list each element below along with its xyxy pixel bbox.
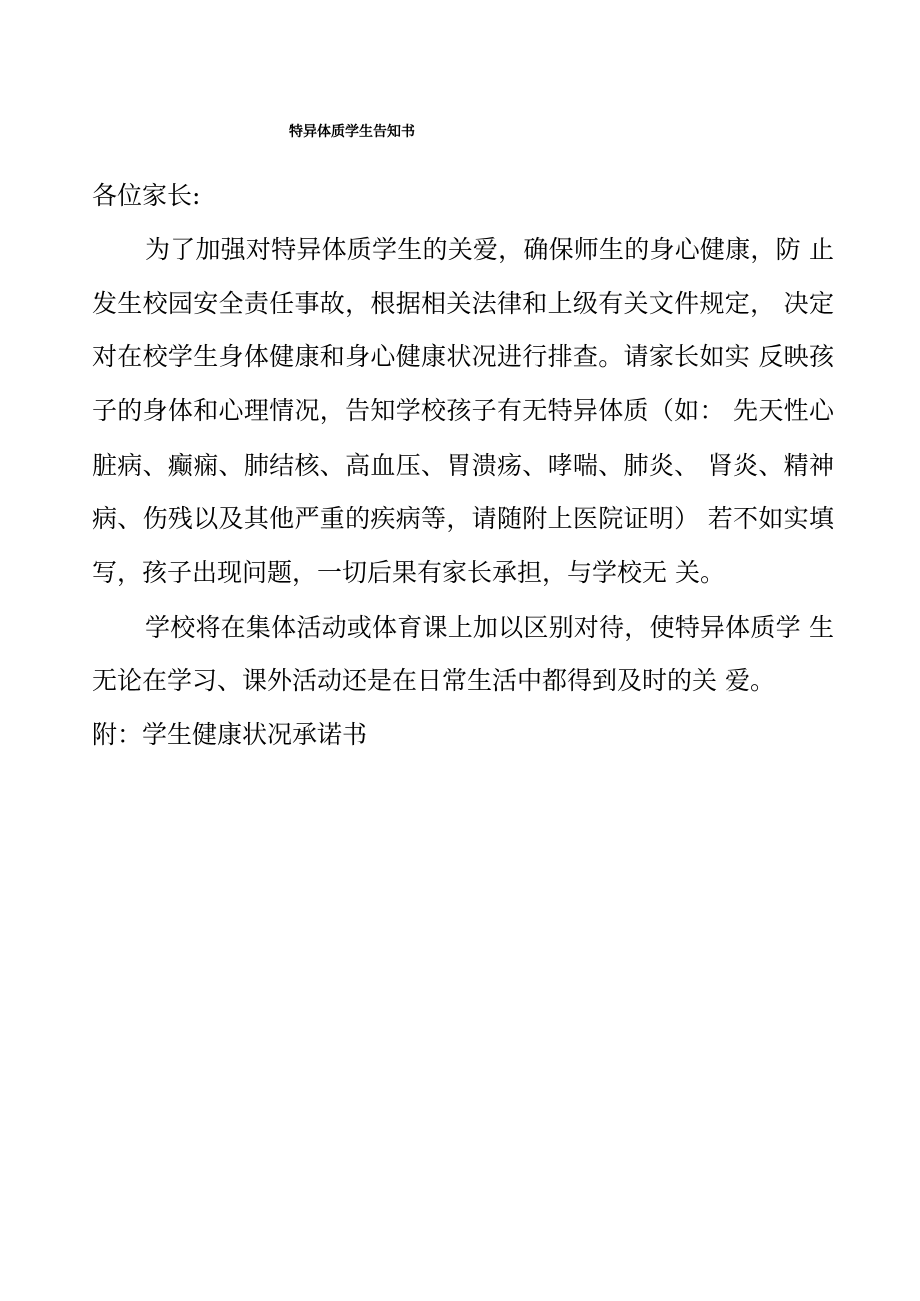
paragraph-2-line-1: 学校将在集体活动或体育课上加以区别对待，使特异体质学 生	[145, 613, 834, 642]
paragraph-1-line-2: 发生校园安全责任事故，根据相关法律和上级有关文件规定， 决定	[92, 289, 834, 318]
paragraph-1-line-6: 病、伤残以及其他严重的疾病等，请随附上医院证明） 若不如实填	[92, 504, 834, 533]
paragraph-1-line-3: 对在校学生身体健康和身心健康状况进行排查。请家长如实 反映孩	[92, 342, 834, 371]
paragraph-1-line-1: 为了加强对特异体质学生的关爱，确保师生的身心健康，防 止	[145, 235, 834, 264]
attachment-note: 附：学生健康状况承诺书	[92, 720, 368, 749]
paragraph-2-line-2: 无论在学习、课外活动还是在日常生活中都得到及时的关 爱。	[92, 666, 775, 695]
paragraph-1-line-7: 写，孩子出现问题，一切后果有家长承担，与学校无 关。	[92, 558, 725, 587]
paragraph-1-line-4: 子的身体和心理情况，告知学校孩子有无特异体质（如： 先天性心	[92, 396, 834, 425]
document-title: 特异体质学生告知书	[289, 124, 415, 140]
salutation: 各位家长:	[92, 181, 201, 210]
paragraph-1-line-5: 脏病、癫痫、肺结核、高血压、胃溃疡、哮喘、肺炎、 肾炎、精神	[92, 451, 834, 480]
